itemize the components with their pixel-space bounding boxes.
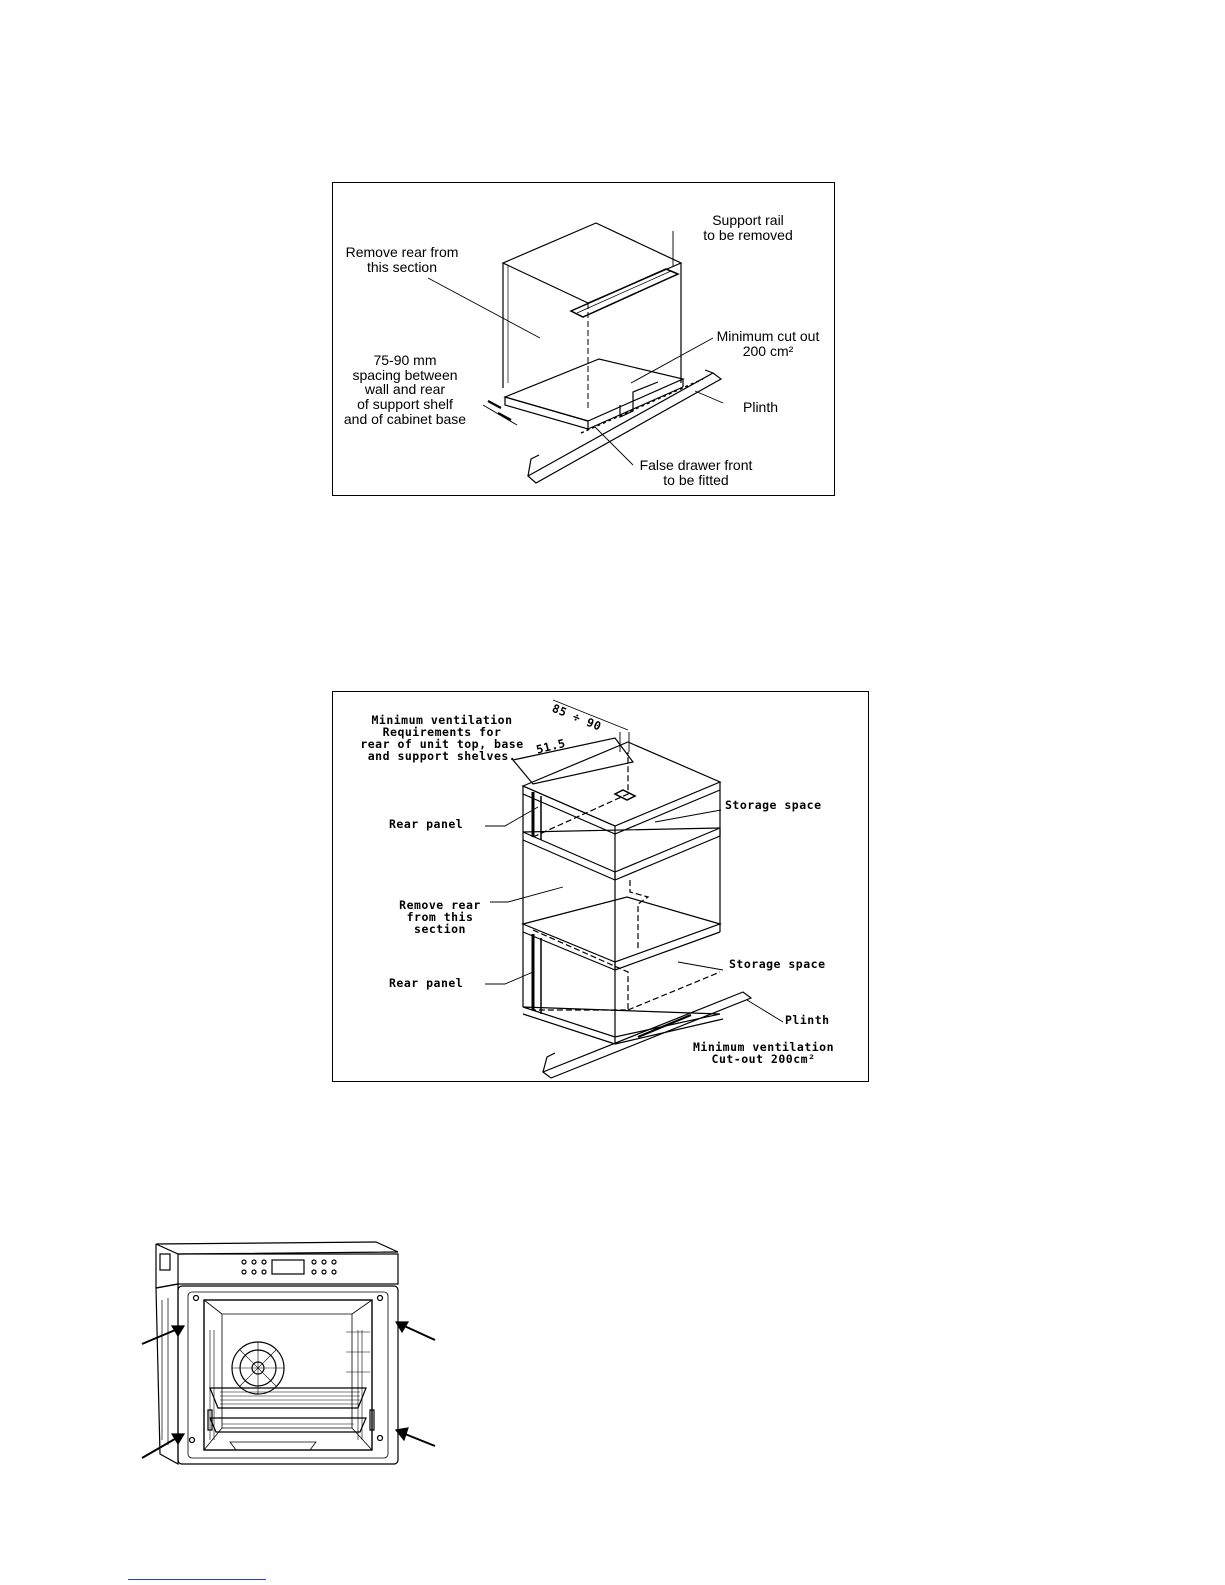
label-min-vent-line2: Requirements for bbox=[382, 725, 502, 740]
label-false-drawer-line1: False drawer front bbox=[639, 457, 753, 473]
label-remove-rear-line1: Remove rear bbox=[399, 898, 481, 912]
label-support-rail-line1: Support rail bbox=[712, 212, 784, 228]
cabinet-diagram-2 bbox=[332, 691, 869, 1082]
label-remove-rear-line1: Remove rear from bbox=[345, 244, 459, 260]
arrow-icon bbox=[396, 1428, 435, 1446]
label-spacing-line4: of support shelf bbox=[357, 396, 453, 413]
label-remove-rear-line2: from this bbox=[406, 910, 474, 925]
label-spacing-line2: spacing between bbox=[352, 366, 458, 383]
label-spacing bbox=[333, 353, 477, 426]
label-false-drawer bbox=[621, 458, 771, 487]
label-rear-panel-bottom: Rear panel bbox=[389, 976, 464, 990]
label-false-drawer-line2: to be fitted bbox=[663, 471, 729, 488]
label-storage-space-top: Storage space bbox=[725, 798, 822, 812]
label-storage-space-bottom: Storage space bbox=[729, 957, 826, 971]
label-min-cutout bbox=[703, 329, 833, 358]
label-ventilation-cutout bbox=[671, 1041, 856, 1065]
label-remove-rear-section bbox=[375, 899, 505, 935]
label-vent-cutout-line1: Minimum ventilation bbox=[692, 1040, 835, 1054]
built-in-oven-illustration bbox=[140, 1240, 440, 1480]
arrow-icon bbox=[396, 1322, 435, 1340]
label-min-cutout-line2: 200 cm² bbox=[742, 342, 794, 359]
label-spacing-line5: and of cabinet base bbox=[343, 410, 467, 427]
label-min-ventilation-requirements bbox=[347, 714, 537, 762]
label-spacing-line3: wall and rear bbox=[364, 381, 446, 398]
label-plinth: Plinth bbox=[743, 399, 779, 415]
label-min-cutout-line1: Minimum cut out bbox=[716, 328, 820, 344]
footer-rule bbox=[128, 1579, 266, 1580]
label-support-rail-line2: to be removed bbox=[703, 226, 793, 243]
label-remove-rear-line2: this section bbox=[366, 258, 438, 275]
label-min-vent-line4: and support shelves. bbox=[367, 749, 517, 764]
dimension-51-5: 51.5 bbox=[534, 735, 567, 757]
label-remove-rear bbox=[337, 245, 467, 274]
label-support-rail bbox=[683, 213, 813, 242]
label-vent-cutout-line2: Cut-out 200cm² bbox=[711, 1052, 816, 1067]
label-remove-rear-line3: section bbox=[414, 922, 466, 937]
label-plinth: Plinth bbox=[785, 1013, 830, 1027]
cabinet-diagram-1 bbox=[332, 182, 835, 496]
dimension-85-90: 85 ÷ 90 bbox=[550, 701, 604, 734]
label-rear-panel-top: Rear panel bbox=[389, 817, 464, 831]
label-min-vent-line3: rear of unit top, base bbox=[360, 737, 524, 752]
label-min-vent-line1: Minimum ventilation bbox=[371, 713, 513, 727]
label-spacing-line1: 75-90 mm bbox=[373, 352, 437, 368]
built-in-oven-icon bbox=[140, 1240, 440, 1480]
